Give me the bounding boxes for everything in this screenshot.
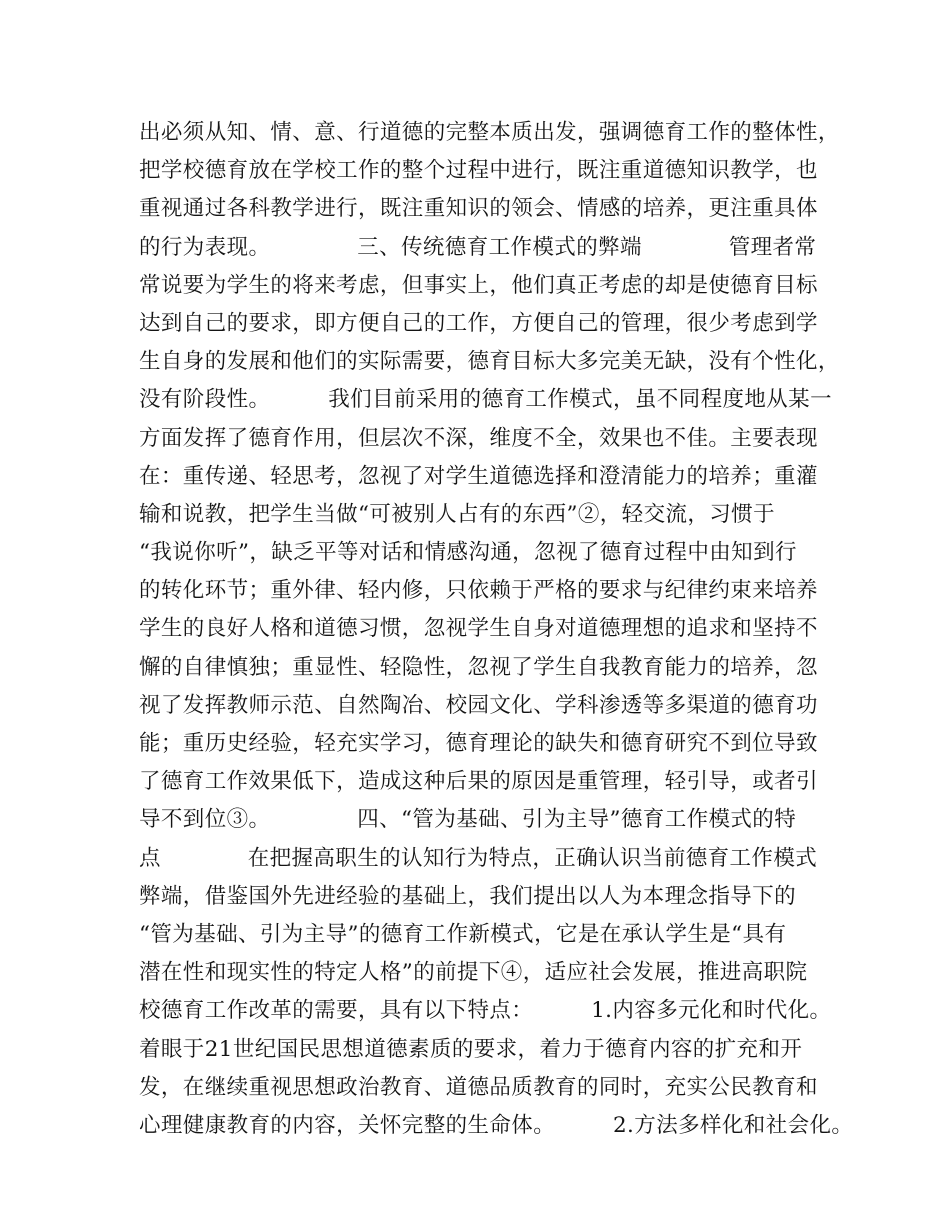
text-line-25: 着眼于21世纪国民思想道德素质的要求，着力于德育内容的扩充和开: [139, 1036, 803, 1062]
text-line-1: 出必须从知、情、意、行道德的完整本质出发，强调德育工作的整体性，: [139, 120, 840, 145]
text-line-20: 点 在把握高职生的认知行为特点，正确认识当前德育工作模式: [139, 845, 818, 871]
text-line-22: “管为基础、引为主导”的德育工作新模式，它是在承认学生是“具有: [139, 921, 787, 947]
text-line-23: 潜在性和现实性的特定人格”的前提下④，适应社会发展，推进高职院: [139, 960, 808, 986]
text-line-11: 输和说教，把学生当做“可被别人占有的东西”②，轻交流，习惯于: [139, 501, 775, 527]
text-line-27: 心理健康教育的内容，关怀完整的生命体。 2.方法多样化和社会化。: [139, 1112, 854, 1138]
text-line-12: “我说你听”，缺乏平等对话和情感沟通，忽视了德育过程中由知到行: [139, 540, 797, 566]
text-line-6: 达到自己的要求，即方便自己的工作，方便自己的管理，很少考虑到学: [139, 310, 818, 336]
text-line-18: 了德育工作效果低下，造成这种后果的原因是重管理，轻引导，或者引: [139, 769, 818, 795]
text-line-13: 的转化环节；重外律、轻内修，只依赖于严格的要求与纪律约束来培养: [139, 578, 818, 604]
text-line-4: 的行为表现。 三、传统德育工作模式的弊端 管理者常: [139, 234, 817, 260]
text-line-7: 生自身的发展和他们的实际需要，德育目标大多完美无缺，没有个性化，: [139, 349, 840, 375]
text-line-2: 把学校德育放在学校工作的整个过程中进行，既注重道德知识教学，也: [139, 158, 818, 184]
body-text: [139, 114, 854, 1145]
text-line-5: 常说要为学生的将来考虑，但事实上，他们真正考虑的却是使德育目标: [139, 272, 818, 298]
text-line-19: 导不到位③。 四、“管为基础、引为主导”德育工作模式的特: [139, 807, 797, 833]
text-line-21: 弊端，借鉴国外先进经验的基础上，我们提出以人为本理念指导下的: [139, 883, 797, 909]
text-line-10: 在：重传递、轻思考，忽视了对学生道德选择和澄清能力的培养；重灌: [139, 463, 818, 489]
text-line-8: 没有阶段性。 我们目前采用的德育工作模式，虽不同程度地从某一: [139, 387, 832, 413]
text-line-17: 能；重历史经验，轻充实学习，德育理论的缺失和德育研究不到位导致: [139, 731, 818, 756]
text-line-15: 懈的自律慎独；重显性、轻隐性，忽视了学生自我教育能力的培养，忽: [139, 654, 818, 680]
text-line-16: 视了发挥教师示范、自然陶冶、校园文化、学科渗透等多渠道的德育功: [139, 692, 818, 718]
text-line-3: 重视通过各科教学进行，既注重知识的领会、情感的培养，更注重具体: [139, 196, 818, 222]
text-line-26: 发，在继续重视思想政治教育、道德品质教育的同时，充实公民教育和: [139, 1074, 818, 1100]
text-line-14: 学生的良好人格和道德习惯，忽视学生自身对道德理想的追求和坚持不: [139, 616, 818, 642]
text-line-9: 方面发挥了德育作用，但层次不深，维度不全，效果也不佳。主要表现: [139, 425, 818, 451]
text-line-24: 校德育工作改革的需要，具有以下特点： 1.内容多元化和时代化。: [139, 998, 832, 1024]
